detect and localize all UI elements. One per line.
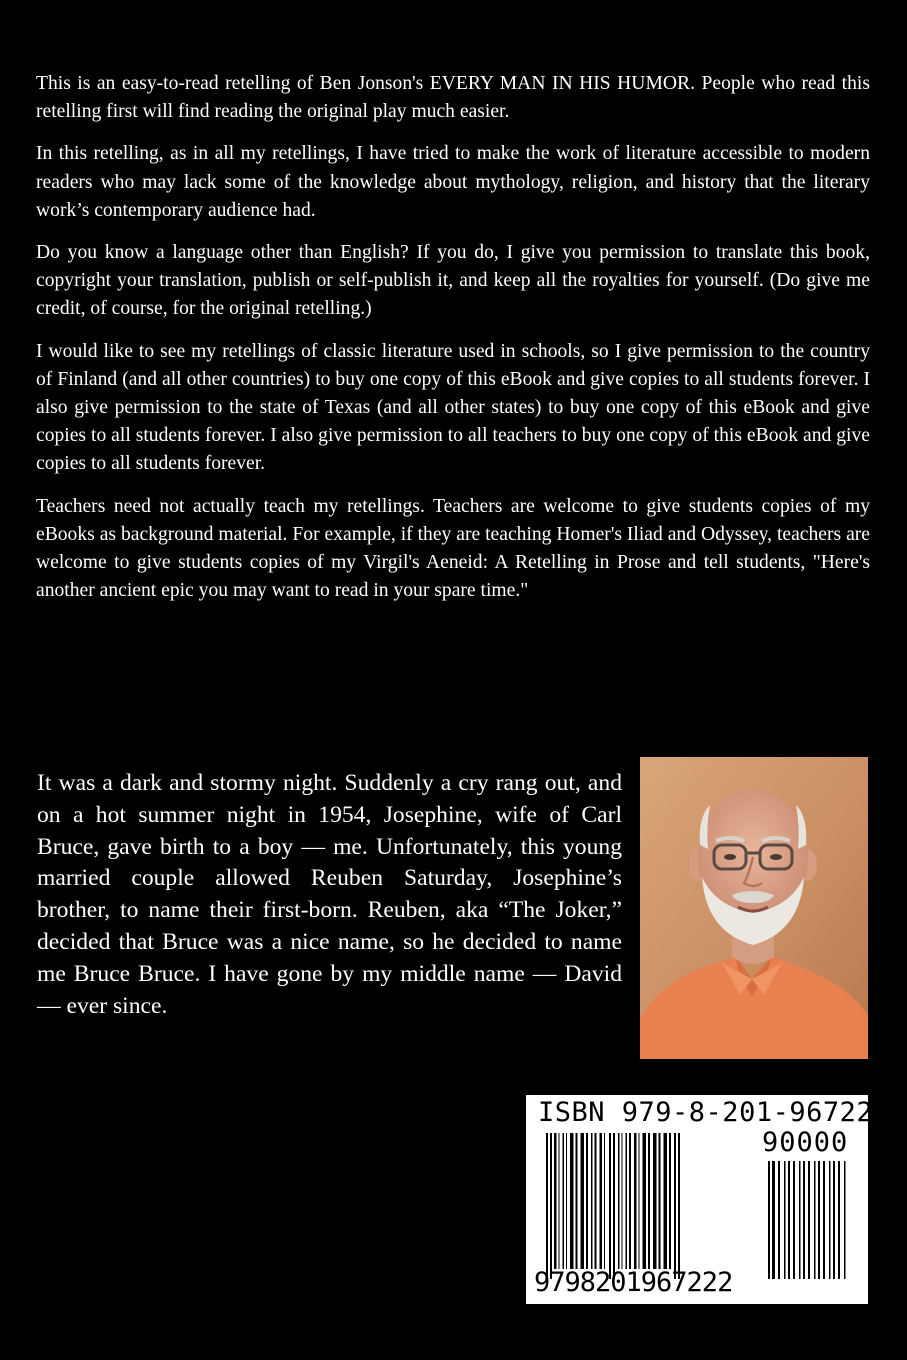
barcode-bar [803,1161,805,1279]
barcode-bar [678,1133,680,1279]
barcode-bar [833,1161,835,1279]
barcode-bar [808,1161,810,1279]
blurb-paragraph-3: Do you know a language other than English? If you do, I give you permission to translate this book, copyright your translation, publish or self-publish it, and keep all the royalties for yourself. (Do give me credit, of course, for the original retelling.) [36,242,870,320]
author-bio-text: It was a dark and stormy night. Suddenly a cry rang out, and on a hot summer night in 1954, Josephine, wife of Carl Bruce, gave birth to a boy — me. Unfortunately, this young married couple allowed Reuben Saturday, Josephine’s brother, to name their first-born. Reuben, aka “The Joker,” decided that Bruce was a nice name, so he decided to name me Bruce Bruce. I have gone by my middle name — David — ever since. [37,770,622,1019]
barcode-bar [823,1161,825,1279]
barcode-bar [793,1161,795,1279]
barcode-bar [559,1133,560,1269]
barcode-bar [648,1133,650,1269]
barcode-bar [653,1133,657,1269]
barcode-bar [626,1133,628,1269]
barcode-bar [566,1133,567,1269]
barcode-bar [634,1133,637,1269]
blurb-paragraph-4: I would like to see my retellings of classic literature used in schools, so I give permission to the country of Finland (and all other countries) to buy one copy of this eBook and give copies to all students forever. I also give permission to the state of Texas (and all other states) to buy one copy of this eBook and give copies to all students forever. I also give permission to all teachers to buy one copy of this eBook and give copies to all students forever. [36,340,870,475]
barcode-bar [554,1133,557,1269]
barcode-bar [772,1161,775,1279]
barcode-bar [838,1161,840,1279]
barcode-bar [643,1133,647,1269]
barcode-bar [664,1133,668,1269]
barcode-bar [586,1133,588,1269]
barcode-bar [595,1133,597,1269]
barcode-bar [570,1133,574,1269]
author-bio [37,768,622,1022]
barcode-bar [768,1161,770,1279]
barcode-bar [581,1133,585,1269]
blurb-paragraph-5: Teachers need not actually teach my retellings. Teachers are welcome to give students copies of my eBooks as background material. For example, if they are teaching Homer's Iliad and Odyssey, teachers are welcome to give students copies of my Virgil's Aeneid: A Retelling in Prose and tell students, "Here's another ancient epic you may want to read in your spare time." [36,495,870,602]
barcode-bar [784,1161,786,1279]
barcode-digits: 9798201967222 [534,1267,733,1298]
barcode-bar [818,1161,820,1279]
isbn-barcode [526,1095,907,1304]
barcode-bar [618,1133,620,1269]
barcode-bar [591,1133,593,1269]
barcode-bar [778,1161,780,1279]
barcode-bar [576,1133,578,1269]
barcode-bar [604,1133,605,1269]
barcode-bar [600,1133,603,1269]
author-photo [640,757,868,1059]
back-cover-blurb [36,70,870,619]
barcode-bar [674,1133,676,1279]
barcode-bar [844,1161,846,1279]
barcode-addon-digits: 90000 [762,1127,849,1158]
barcode-bar [613,1133,615,1279]
barcode-bar [629,1133,631,1269]
barcode-bar [788,1161,790,1279]
blurb-paragraph-1: This is an easy-to-read retelling of Ben Jonson's EVERY MAN IN HIS HUMOR. People who read this retelling first will find reading the original play much easier. [36,73,870,123]
barcode-bar [829,1161,831,1279]
barcode-bar [814,1161,816,1279]
author-portrait-image [640,757,868,1059]
barcode-bar [659,1133,661,1269]
barcode-bar [639,1133,640,1269]
barcode-bar [622,1133,623,1269]
barcode-bar [799,1161,801,1279]
isbn-label: ISBN 979-8-201-96722-2 [538,1097,907,1128]
blurb-paragraph-2: In this retelling, as in all my retellings, I have tried to make the work of literature accessible to modern readers who may lack some of the knowledge about mythology, religion, and history that the literary work’s contemporary audience had. [36,143,870,221]
barcode-bar [550,1133,552,1279]
barcode-bar [609,1133,611,1279]
barcode-bar [546,1133,548,1279]
barcode-bar [669,1133,671,1269]
barcode-bar [563,1133,565,1269]
